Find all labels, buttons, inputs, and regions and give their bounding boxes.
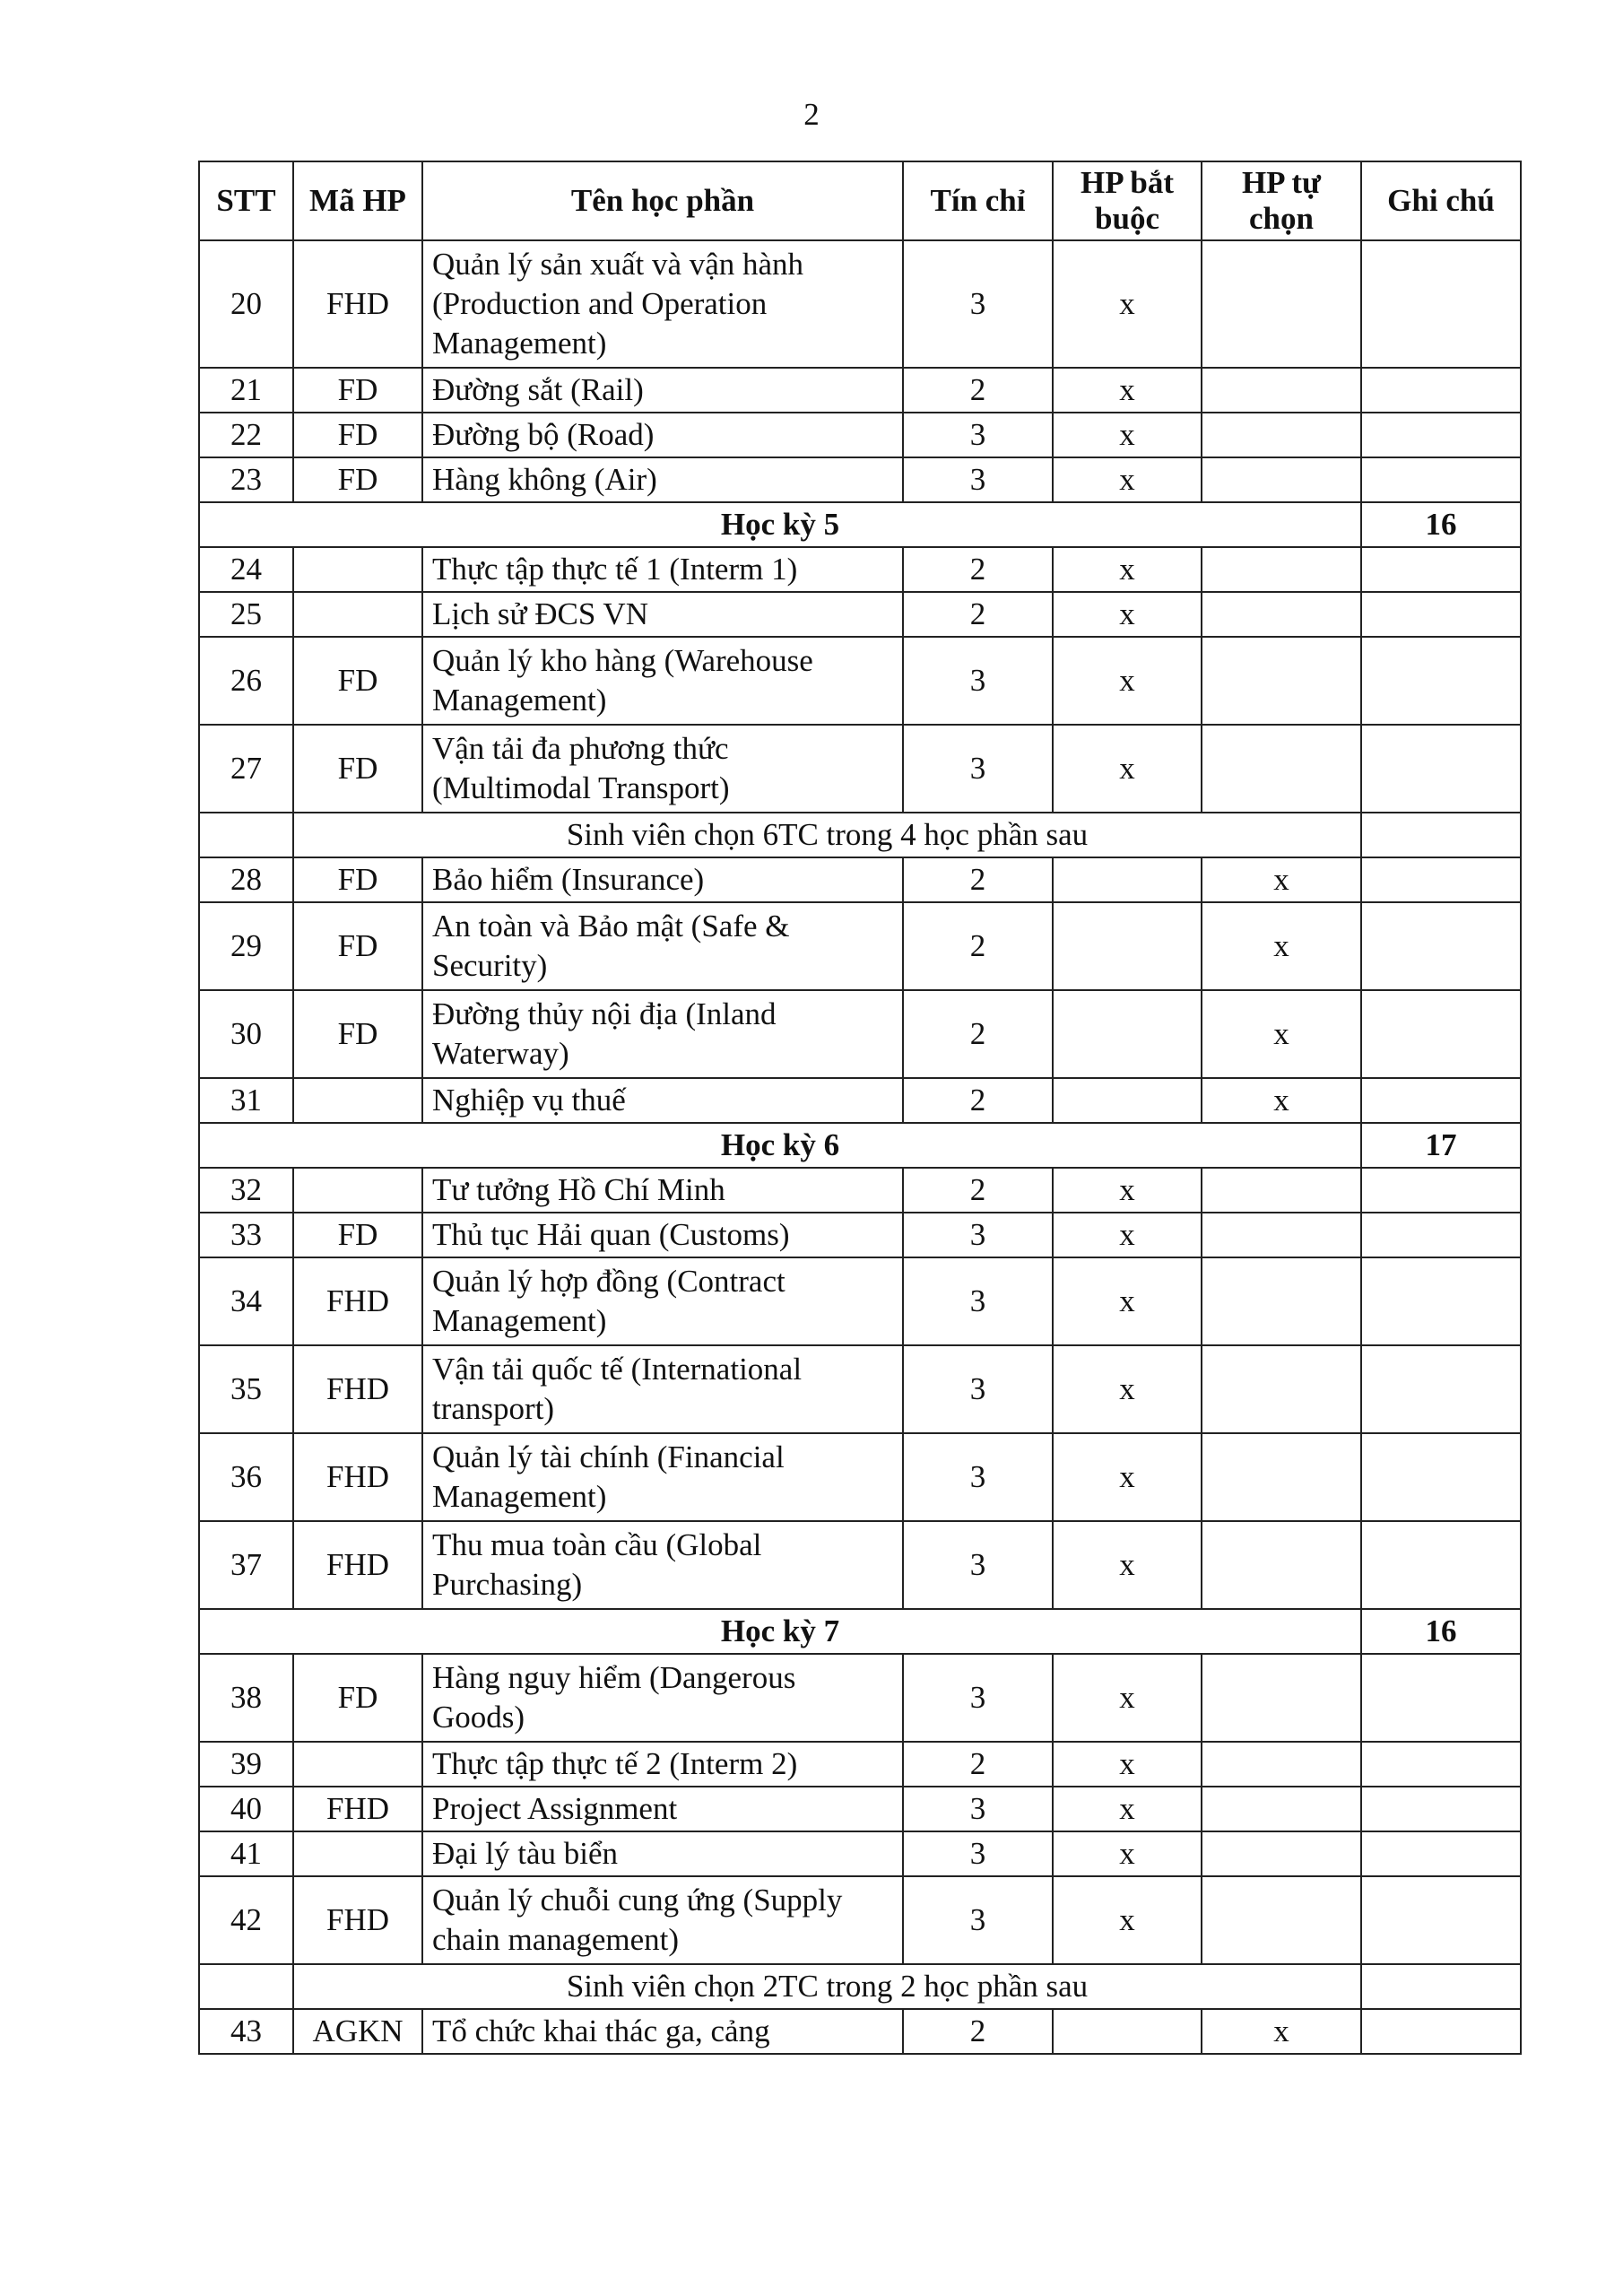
empty-cell — [1361, 1964, 1521, 2009]
mandatory-cell: x — [1053, 1876, 1202, 1964]
course-code-cell — [293, 1742, 422, 1787]
course-name-cell: Đường bộ (Road) — [422, 413, 903, 457]
stt-cell: 24 — [199, 547, 293, 592]
stt-cell: 34 — [199, 1257, 293, 1345]
course-name-cell: Quản lý hợp đồng (Contract Management) — [422, 1257, 903, 1345]
course-code-cell: FD — [293, 725, 422, 813]
elective-cell: x — [1202, 857, 1361, 902]
semester-row — [199, 502, 1521, 547]
note-cell — [1361, 1078, 1521, 1123]
credits-cell: 2 — [903, 902, 1053, 990]
elective-instruction-text: Sinh viên chọn 6TC trong 4 học phần sau — [293, 813, 1361, 857]
semester-label: Học kỳ 5 — [199, 502, 1361, 547]
header-tin-chi: Tín chỉ — [903, 161, 1053, 240]
semester-label: Học kỳ 7 — [199, 1609, 1361, 1654]
note-cell — [1361, 1257, 1521, 1345]
table-row — [199, 1787, 1521, 1831]
note-cell — [1361, 1345, 1521, 1433]
course-name-cell: Hàng không (Air) — [422, 457, 903, 502]
elective-instruction-row — [199, 1964, 1521, 2009]
note-cell — [1361, 1831, 1521, 1876]
stt-cell: 30 — [199, 990, 293, 1078]
elective-cell — [1202, 725, 1361, 813]
course-name-cell: Tổ chức khai thác ga, cảng — [422, 2009, 903, 2054]
credits-cell: 3 — [903, 1257, 1053, 1345]
mandatory-cell: x — [1053, 1168, 1202, 1213]
credits-cell: 3 — [903, 1787, 1053, 1831]
table-row — [199, 1433, 1521, 1521]
table-row — [199, 2009, 1521, 2054]
table-row — [199, 1742, 1521, 1787]
note-cell — [1361, 990, 1521, 1078]
course-name-cell: Quản lý sản xuất và vận hành (Production and Operation Management) — [422, 240, 903, 368]
curriculum-table — [198, 161, 1522, 2055]
mandatory-cell: x — [1053, 547, 1202, 592]
elective-cell — [1202, 1742, 1361, 1787]
course-name-cell: Hàng nguy hiểm (Dangerous Goods) — [422, 1654, 903, 1742]
note-cell — [1361, 413, 1521, 457]
table-body — [199, 240, 1521, 2054]
table-row — [199, 725, 1521, 813]
stt-cell: 38 — [199, 1654, 293, 1742]
elective-cell — [1202, 592, 1361, 637]
course-code-cell: FHD — [293, 1345, 422, 1433]
course-code-cell: FD — [293, 902, 422, 990]
semester-total-credits: 16 — [1361, 1609, 1521, 1654]
course-code-cell: FHD — [293, 1433, 422, 1521]
table-row — [199, 1213, 1521, 1257]
course-name-cell: Nghiệp vụ thuế — [422, 1078, 903, 1123]
note-cell — [1361, 368, 1521, 413]
elective-cell — [1202, 413, 1361, 457]
course-name-cell: Quản lý kho hàng (Warehouse Management) — [422, 637, 903, 725]
mandatory-cell — [1053, 1078, 1202, 1123]
empty-cell — [1361, 813, 1521, 857]
credits-cell: 2 — [903, 592, 1053, 637]
table-row — [199, 637, 1521, 725]
header-hp-bat-buoc: HP bắt buộc — [1053, 161, 1202, 240]
note-cell — [1361, 592, 1521, 637]
mandatory-cell: x — [1053, 457, 1202, 502]
stt-cell: 28 — [199, 857, 293, 902]
stt-cell: 23 — [199, 457, 293, 502]
course-code-cell: FD — [293, 413, 422, 457]
elective-cell — [1202, 1876, 1361, 1964]
note-cell — [1361, 725, 1521, 813]
table-row — [199, 1168, 1521, 1213]
course-code-cell — [293, 1831, 422, 1876]
table-row — [199, 1078, 1521, 1123]
semester-total-credits: 16 — [1361, 502, 1521, 547]
course-code-cell: FD — [293, 990, 422, 1078]
course-code-cell — [293, 1078, 422, 1123]
table-row — [199, 457, 1521, 502]
mandatory-cell: x — [1053, 1521, 1202, 1609]
course-code-cell: FHD — [293, 1787, 422, 1831]
mandatory-cell: x — [1053, 1787, 1202, 1831]
elective-cell: x — [1202, 1078, 1361, 1123]
stt-cell: 39 — [199, 1742, 293, 1787]
stt-cell: 22 — [199, 413, 293, 457]
stt-cell: 36 — [199, 1433, 293, 1521]
elective-cell — [1202, 457, 1361, 502]
credits-cell: 3 — [903, 1831, 1053, 1876]
course-name-cell: Đường thủy nội địa (Inland Waterway) — [422, 990, 903, 1078]
elective-cell — [1202, 1257, 1361, 1345]
credits-cell: 2 — [903, 2009, 1053, 2054]
table-row — [199, 1257, 1521, 1345]
stt-cell: 41 — [199, 1831, 293, 1876]
credits-cell: 3 — [903, 413, 1053, 457]
course-name-cell: An toàn và Bảo mật (Safe & Security) — [422, 902, 903, 990]
course-name-cell: Vận tải đa phương thức (Multimodal Transport) — [422, 725, 903, 813]
table-row — [199, 902, 1521, 990]
stt-cell: 33 — [199, 1213, 293, 1257]
credits-cell: 3 — [903, 1876, 1053, 1964]
elective-cell — [1202, 1168, 1361, 1213]
course-name-cell: Bảo hiểm (Insurance) — [422, 857, 903, 902]
credits-cell: 2 — [903, 857, 1053, 902]
course-name-cell: Thực tập thực tế 1 (Interm 1) — [422, 547, 903, 592]
note-cell — [1361, 902, 1521, 990]
stt-cell: 43 — [199, 2009, 293, 2054]
course-name-cell: Project Assignment — [422, 1787, 903, 1831]
course-name-cell: Thủ tục Hải quan (Customs) — [422, 1213, 903, 1257]
mandatory-cell: x — [1053, 725, 1202, 813]
note-cell — [1361, 1742, 1521, 1787]
course-name-cell: Lịch sử ĐCS VN — [422, 592, 903, 637]
course-name-cell: Đại lý tàu biển — [422, 1831, 903, 1876]
header-row — [199, 161, 1521, 240]
note-cell — [1361, 240, 1521, 368]
note-cell — [1361, 1433, 1521, 1521]
header-stt: STT — [199, 161, 293, 240]
mandatory-cell: x — [1053, 1433, 1202, 1521]
stt-cell: 35 — [199, 1345, 293, 1433]
semester-total-credits: 17 — [1361, 1123, 1521, 1168]
credits-cell: 2 — [903, 1078, 1053, 1123]
table-row — [199, 368, 1521, 413]
mandatory-cell: x — [1053, 1213, 1202, 1257]
course-name-cell: Thu mua toàn cầu (Global Purchasing) — [422, 1521, 903, 1609]
table-row — [199, 547, 1521, 592]
course-name-cell: Vận tải quốc tế (International transport) — [422, 1345, 903, 1433]
table-row — [199, 592, 1521, 637]
course-code-cell: FD — [293, 1213, 422, 1257]
course-name-cell: Quản lý tài chính (Financial Management) — [422, 1433, 903, 1521]
course-code-cell — [293, 1168, 422, 1213]
table-row — [199, 857, 1521, 902]
elective-cell — [1202, 1521, 1361, 1609]
course-name-cell: Quản lý chuỗi cung ứng (Supply chain management) — [422, 1876, 903, 1964]
stt-cell: 42 — [199, 1876, 293, 1964]
note-cell — [1361, 1521, 1521, 1609]
table-row — [199, 990, 1521, 1078]
elective-cell — [1202, 547, 1361, 592]
elective-cell: x — [1202, 990, 1361, 1078]
stt-cell: 26 — [199, 637, 293, 725]
credits-cell: 3 — [903, 637, 1053, 725]
mandatory-cell: x — [1053, 1742, 1202, 1787]
table-row — [199, 240, 1521, 368]
course-code-cell: FD — [293, 637, 422, 725]
elective-cell — [1202, 1345, 1361, 1433]
stt-cell: 40 — [199, 1787, 293, 1831]
note-cell — [1361, 457, 1521, 502]
credits-cell: 2 — [903, 990, 1053, 1078]
elective-cell — [1202, 637, 1361, 725]
credits-cell: 2 — [903, 547, 1053, 592]
credits-cell: 2 — [903, 1168, 1053, 1213]
mandatory-cell: x — [1053, 368, 1202, 413]
mandatory-cell: x — [1053, 240, 1202, 368]
table-row — [199, 1831, 1521, 1876]
elective-cell — [1202, 1831, 1361, 1876]
note-cell — [1361, 857, 1521, 902]
course-code-cell: FHD — [293, 1876, 422, 1964]
course-code-cell: FHD — [293, 1521, 422, 1609]
credits-cell: 3 — [903, 1433, 1053, 1521]
semester-row — [199, 1609, 1521, 1654]
course-code-cell: FD — [293, 368, 422, 413]
mandatory-cell: x — [1053, 592, 1202, 637]
semester-row — [199, 1123, 1521, 1168]
course-code-cell: AGKN — [293, 2009, 422, 2054]
credits-cell: 3 — [903, 457, 1053, 502]
elective-cell — [1202, 1433, 1361, 1521]
credits-cell: 3 — [903, 1345, 1053, 1433]
empty-cell — [199, 813, 293, 857]
elective-cell — [1202, 1654, 1361, 1742]
header-ghi-chu: Ghi chú — [1361, 161, 1521, 240]
course-code-cell — [293, 547, 422, 592]
stt-cell: 29 — [199, 902, 293, 990]
stt-cell: 20 — [199, 240, 293, 368]
empty-cell — [199, 1964, 293, 2009]
note-cell — [1361, 1654, 1521, 1742]
credits-cell: 3 — [903, 1213, 1053, 1257]
note-cell — [1361, 1787, 1521, 1831]
course-name-cell: Tư tưởng Hồ Chí Minh — [422, 1168, 903, 1213]
mandatory-cell — [1053, 990, 1202, 1078]
course-code-cell: FD — [293, 457, 422, 502]
note-cell — [1361, 2009, 1521, 2054]
credits-cell: 2 — [903, 368, 1053, 413]
stt-cell: 21 — [199, 368, 293, 413]
mandatory-cell: x — [1053, 1345, 1202, 1433]
course-name-cell: Đường sắt (Rail) — [422, 368, 903, 413]
table-row — [199, 1521, 1521, 1609]
mandatory-cell: x — [1053, 1831, 1202, 1876]
course-code-cell: FD — [293, 1654, 422, 1742]
elective-cell: x — [1202, 902, 1361, 990]
note-cell — [1361, 1213, 1521, 1257]
table-row — [199, 1876, 1521, 1964]
stt-cell: 27 — [199, 725, 293, 813]
credits-cell: 3 — [903, 240, 1053, 368]
table-row — [199, 1345, 1521, 1433]
semester-label: Học kỳ 6 — [199, 1123, 1361, 1168]
note-cell — [1361, 637, 1521, 725]
mandatory-cell: x — [1053, 1654, 1202, 1742]
credits-cell: 3 — [903, 1521, 1053, 1609]
mandatory-cell — [1053, 2009, 1202, 2054]
stt-cell: 32 — [199, 1168, 293, 1213]
course-code-cell — [293, 592, 422, 637]
credits-cell: 2 — [903, 1742, 1053, 1787]
course-name-cell: Thực tập thực tế 2 (Interm 2) — [422, 1742, 903, 1787]
note-cell — [1361, 1168, 1521, 1213]
elective-cell — [1202, 240, 1361, 368]
table-row — [199, 1654, 1521, 1742]
credits-cell: 3 — [903, 725, 1053, 813]
note-cell — [1361, 1876, 1521, 1964]
elective-instruction-row — [199, 813, 1521, 857]
credits-cell: 3 — [903, 1654, 1053, 1742]
header-ten-hp: Tên học phần — [422, 161, 903, 240]
course-code-cell: FHD — [293, 240, 422, 368]
table-row — [199, 413, 1521, 457]
elective-cell — [1202, 368, 1361, 413]
elective-instruction-text: Sinh viên chọn 2TC trong 2 học phần sau — [293, 1964, 1361, 2009]
page-number: 2 — [803, 97, 820, 132]
mandatory-cell: x — [1053, 637, 1202, 725]
stt-cell: 25 — [199, 592, 293, 637]
mandatory-cell — [1053, 902, 1202, 990]
mandatory-cell — [1053, 857, 1202, 902]
elective-cell: x — [1202, 2009, 1361, 2054]
course-code-cell: FD — [293, 857, 422, 902]
stt-cell: 31 — [199, 1078, 293, 1123]
mandatory-cell: x — [1053, 1257, 1202, 1345]
header-hp-tu-chon: HP tự chọn — [1202, 161, 1361, 240]
note-cell — [1361, 547, 1521, 592]
elective-cell — [1202, 1213, 1361, 1257]
elective-cell — [1202, 1787, 1361, 1831]
course-code-cell: FHD — [293, 1257, 422, 1345]
mandatory-cell: x — [1053, 413, 1202, 457]
stt-cell: 37 — [199, 1521, 293, 1609]
header-ma-hp: Mã HP — [293, 161, 422, 240]
